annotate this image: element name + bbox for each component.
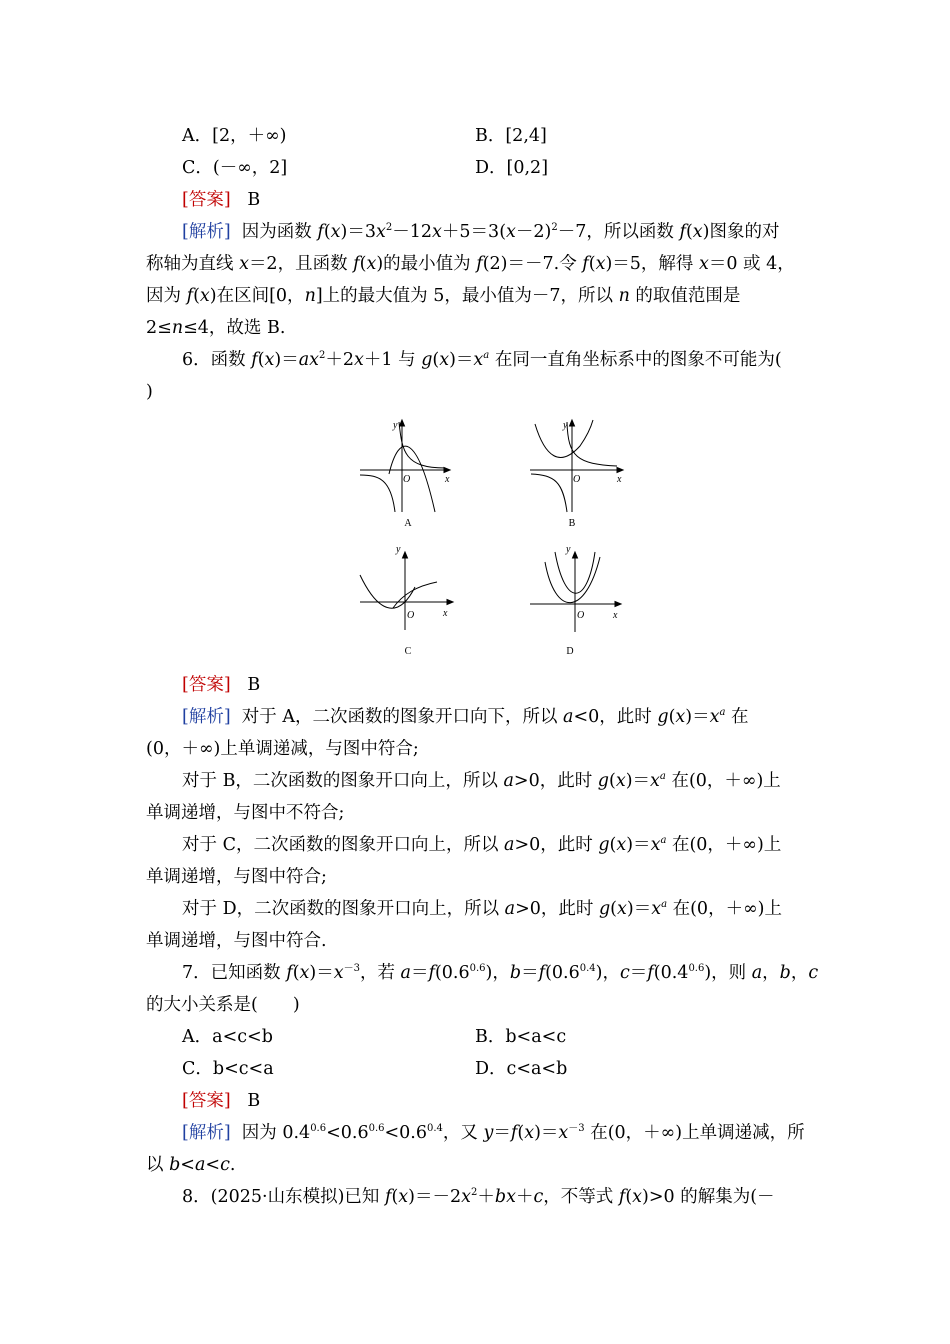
q6-analysis-line3: 对于 B，二次函数的图象开口向上，所以 a>0，此时 $g(x)=x^a$ 在(0，＋∞)上 [182,771,781,791]
answer-tag: [答案] [182,190,231,210]
q5-option-a: A．[2，＋∞) [182,126,287,146]
svg-text:O: O [403,474,411,485]
q7-answer: [答案] B [182,1091,261,1111]
q5-option-b: B．[2,4] [475,126,547,146]
graph-d [530,552,621,632]
svg-text:x: x [617,474,622,485]
svg-text:y: y [563,420,568,431]
q6-analysis-line2: (0，＋∞)上单调递减，与图中符合; [146,739,419,759]
svg-text:x: x [613,610,618,621]
q7-stem-line2: 的大小关系是( ) [146,995,300,1015]
svg-text:O: O [577,610,585,621]
graph-b [530,420,623,512]
svg-text:x: x [445,474,450,485]
q7-analysis-line1: [解析] 因为 $0.4^{0.6}<0.6^{0.6}<0.6^{0.4}$，又 $y=f(x)=x^{-3}$ 在(0，＋∞)上单调递减，所 [182,1123,805,1143]
svg-text:y: y [393,420,398,431]
q6-analysis-line5: 对于 C，二次函数的图象开口向上，所以 a>0，此时 $g(x)=x^a$ 在(0，＋∞)上 [182,835,782,855]
q7-stem-line1: 7．已知函数 $f(x)=x^{-3}$，若 $a=f(0.6^{0.6})$，$b=f(0.6^{0.4})$，$c=f(0.4^{0.6})$，则 a，b，c [182,963,819,983]
q5-analysis-line1: [解析] 因为函数 $f(x)=3x^2-12x+5=3(x-2)^2-7$，所以函数 f(x)图象的对 [182,222,780,242]
graph-label-a: A [404,518,412,529]
q5-analysis-line3: 因为 f(x)在区间[0，n]上的最大值为 5，最小值为－7，所以 n 的取值范围是 [146,286,741,306]
q7-option-c: C．b<c<a [182,1059,274,1079]
svg-text:x: x [443,608,448,619]
q7-analysis-line2: 以 b<a<c. [146,1155,236,1175]
q6-analysis-line7: 对于 D，二次函数的图象开口向上，所以 a>0，此时 $g(x)=x^a$ 在(0，＋∞)上 [182,899,782,919]
q6-analysis-line8: 单调递增，与图中符合. [146,931,327,951]
graph-label-d: D [566,646,574,657]
q5-analysis-line2: 称轴为直线 x＝2，且函数 f(x)的最小值为 f(2)＝－7.令 f(x)＝5，解得 x＝0 或 4， [146,254,795,274]
q7-option-b: B．b<a<c [475,1027,567,1047]
graph-a [360,420,450,512]
q8-stem-line1: 8．(2025·山东模拟)已知 $f(x)=-2x^2+bx+c$，不等式 f(x)>0 的解集为(－ [182,1187,775,1207]
graph-label-b: B [568,518,576,529]
answer-value: B [247,190,261,210]
svg-text:O: O [407,610,415,621]
q7-option-a: A．a<c<b [182,1027,273,1047]
q5-option-d: D．[0,2] [475,158,549,178]
q6-analysis-line6: 单调递增，与图中符合; [146,867,327,887]
q6-stem-line1: 6．函数 $f(x)=ax^2+2x+1$ 与 $g(x)=x^a$ 在同一直角坐标系中的图象不可能为( [182,350,782,370]
q8-source: (2025·山东模拟) [210,1187,345,1207]
q5-answer [182,189,260,211]
q6-graphs-figure [355,412,635,662]
q6-analysis-line4: 单调递增，与图中不符合; [146,803,345,823]
svg-text:y: y [566,544,571,555]
q6-answer: [答案] B [182,675,261,695]
svg-text:O: O [573,474,581,485]
q5-analysis-line4: 2≤n≤4，故选 B. [146,318,286,338]
svg-text:y: y [396,544,401,555]
q6-analysis-line1: [解析] 对于 A，二次函数的图象开口向下，所以 a<0，此时 $g(x)=x^a$ 在 [182,707,749,727]
q6-stem-line2: ) [146,382,153,402]
q7-option-d: D．c<a<b [475,1059,568,1079]
q5-option-c: C．(－∞，2] [182,158,288,178]
graph-label-c: C [404,646,412,657]
